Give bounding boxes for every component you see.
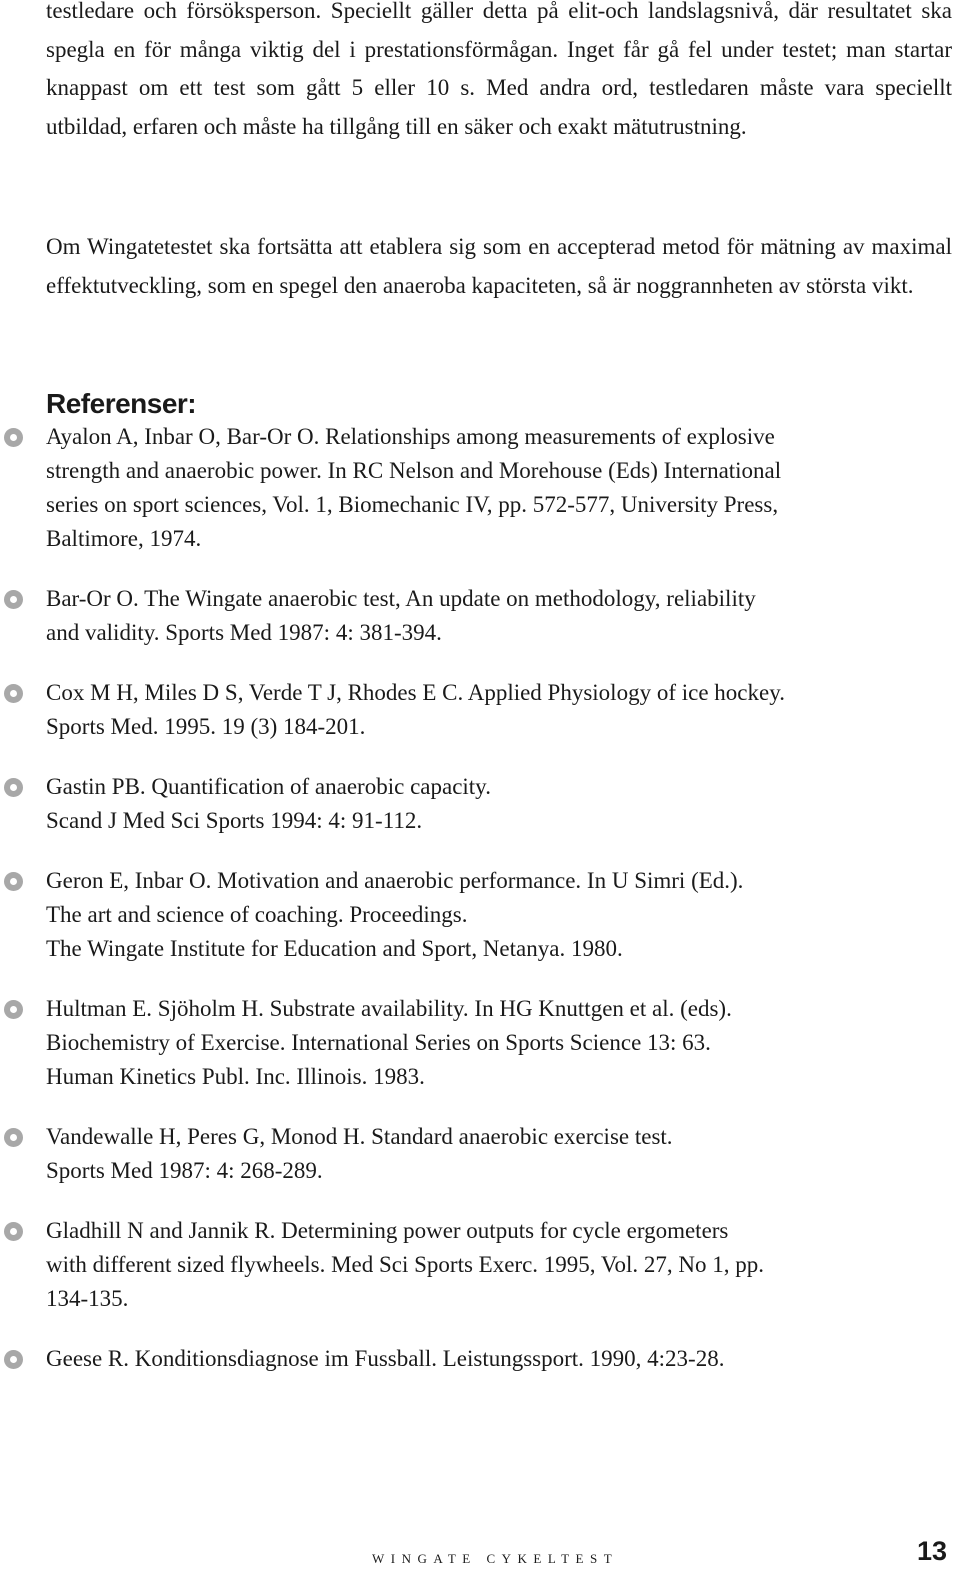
reference-line: The art and science of coaching. Proceedings. <box>46 902 468 927</box>
reference-item <box>0 992 960 1094</box>
circle-bullet-icon <box>4 684 23 703</box>
reference-item <box>0 420 960 556</box>
reference-line: Bar-Or O. The Wingate anaerobic test, An update on methodology, reliability <box>46 586 756 611</box>
reference-line: Baltimore, 1974. <box>46 526 202 551</box>
reference-line: Sports Med 1987: 4: 268-289. <box>46 1158 323 1183</box>
reference-line: Ayalon A, Inbar O, Bar-Or O. Relationships among measurements of explosive <box>46 424 775 449</box>
reference-line: with different sized flywheels. Med Sci Sports Exerc. 1995, Vol. 27, No 1, pp. <box>46 1252 765 1277</box>
body-paragraph-2: Om Wingatetestet ska fortsätta att etablera sig som en accepterad metod för mätning av maximal effektutveckling, som en spegel den anaeroba kapaciteten, så är noggrannheten av största vikt. <box>46 234 952 298</box>
reference-line: Cox M H, Miles D S, Verde T J, Rhodes E C. Applied Physiology of ice hockey. <box>46 680 785 705</box>
references-list <box>0 420 960 1402</box>
reference-line: Gastin PB. Quantification of anaerobic capacity. <box>46 774 491 799</box>
reference-line: Sports Med. 1995. 19 (3) 184-201. <box>46 714 366 739</box>
reference-item <box>0 676 960 744</box>
reference-line: 134-135. <box>46 1286 129 1311</box>
reference-line: Biochemistry of Exercise. International Series on Sports Science 13: 63. <box>46 1030 711 1055</box>
reference-item <box>0 1120 960 1188</box>
reference-line: Geron E, Inbar O. Motivation and anaerobic performance. In U Simri (Ed.). <box>46 868 744 893</box>
reference-line: The Wingate Institute for Education and Sport, Netanya. 1980. <box>46 936 623 961</box>
reference-line: series on sport sciences, Vol. 1, Biomechanic IV, pp. 572-577, University Press, <box>46 492 779 517</box>
footer-title: WINGATE CYKELTEST <box>372 1551 619 1566</box>
reference-item <box>0 582 960 650</box>
reference-line: and validity. Sports Med 1987: 4: 381-394. <box>46 620 442 645</box>
reference-line: Scand J Med Sci Sports 1994: 4: 91-112. <box>46 808 423 833</box>
reference-line: Gladhill N and Jannik R. Determining power outputs for cycle ergometers <box>46 1218 729 1243</box>
circle-bullet-icon <box>4 428 23 447</box>
reference-line: Vandewalle H, Peres G, Monod H. Standard anaerobic exercise test. <box>46 1124 673 1149</box>
reference-item <box>0 864 960 966</box>
reference-line: strength and anaerobic power. In RC Nelson and Morehouse (Eds) International <box>46 458 782 483</box>
circle-bullet-icon <box>4 872 23 891</box>
body-paragraph-1: testledare och försöksperson. Speciellt gäller detta på elit-och landslagsnivå, där resultatet ska spegla en för många viktig del i prestationsförmågan. Inget får gå fel under testet; man startar knappast om ett test som gått 5 eller 10 s. Med andra ord, testledaren måste vara speciellt utbildad, erfaren och måste ha tillgång till en säker och exakt mätutrustning. <box>46 0 952 139</box>
page-number: 13 <box>917 1536 948 1566</box>
circle-bullet-icon <box>4 1350 23 1369</box>
circle-bullet-icon <box>4 1000 23 1019</box>
reference-line: Hultman E. Sjöholm H. Substrate availability. In HG Knuttgen et al. (eds). <box>46 996 732 1021</box>
circle-bullet-icon <box>4 1222 23 1241</box>
reference-item <box>0 1342 960 1376</box>
reference-line: Human Kinetics Publ. Inc. Illinois. 1983. <box>46 1064 425 1089</box>
circle-bullet-icon <box>4 590 23 609</box>
reference-item <box>0 1214 960 1316</box>
circle-bullet-icon <box>4 778 23 797</box>
reference-item <box>0 770 960 838</box>
reference-line: Geese R. Konditionsdiagnose im Fussball. Leistungssport. 1990, 4:23-28. <box>46 1346 725 1371</box>
references-heading: Referenser: <box>46 388 197 419</box>
circle-bullet-icon <box>4 1128 23 1147</box>
